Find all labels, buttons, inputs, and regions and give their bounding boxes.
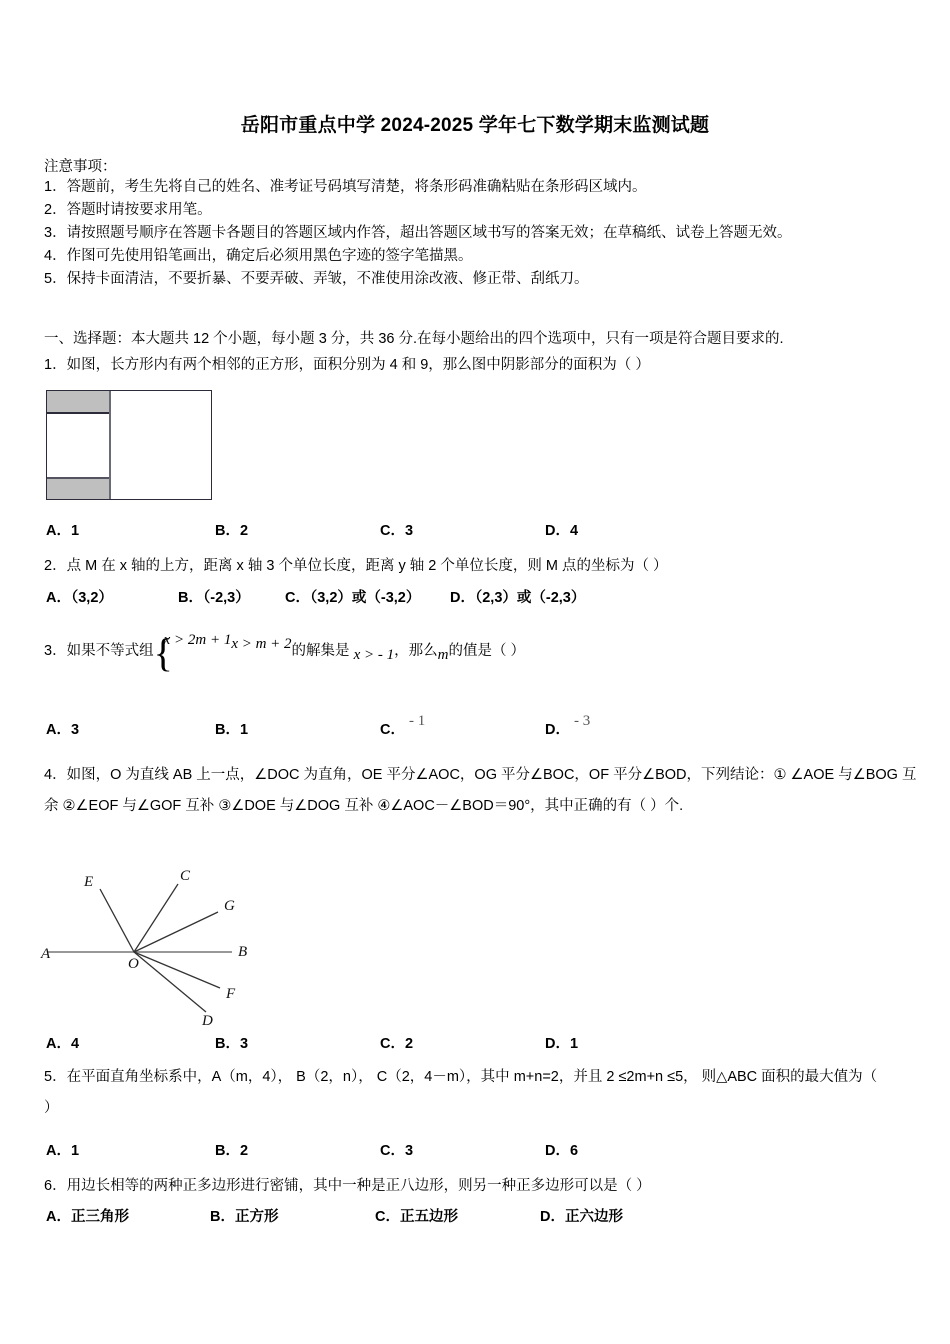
question-4-options bbox=[0, 1032, 950, 1054]
notice-item: 3．请按照题号顺序在答题卡各题目的答题区域内作答，超出答题区域书写的答案无效；在草稿纸、试卷上答题无效。 bbox=[44, 225, 792, 241]
question-3-options bbox=[0, 713, 950, 740]
label-e: E bbox=[84, 874, 94, 890]
option-a[interactable] bbox=[46, 519, 79, 540]
notice-item: 1．答题前，考生先将自己的姓名、准考证号码填写清楚，将条形码准确粘贴在条形码区域内。 bbox=[44, 179, 647, 195]
inner-vertical-divider bbox=[109, 391, 111, 499]
solution-set: x > - 1 bbox=[353, 647, 395, 663]
question-5-text: 在平面直角坐标系中，A（m，4）， B（2，n）， C（2，4－m），其中 m+n=2，并且 2 ≤2m+n ≤5， 则△ABC 面积的最大值为（ ） bbox=[44, 1069, 878, 1116]
option-a-value: 1 bbox=[70, 523, 80, 539]
option-b-label: B． bbox=[215, 1036, 240, 1052]
label-o: O bbox=[128, 956, 139, 972]
option-b[interactable] bbox=[215, 718, 248, 739]
option-c-value: （3,2）或（-3,2） bbox=[309, 590, 421, 606]
option-c-label: C． bbox=[375, 1209, 400, 1225]
notice-item: 2．答题时请按要求用笔。 bbox=[44, 202, 212, 218]
option-c-label: C． bbox=[380, 523, 405, 539]
option-a[interactable] bbox=[46, 586, 113, 607]
option-d-value: （2,3）或（-2,3） bbox=[474, 590, 586, 606]
question-2-options bbox=[0, 586, 950, 608]
page-title: 岳阳市重点中学 2024-2025 学年七下数学期末监测试题 bbox=[240, 115, 710, 136]
option-b[interactable] bbox=[210, 1205, 278, 1226]
option-c[interactable] bbox=[380, 519, 413, 540]
question-2 bbox=[44, 553, 934, 579]
option-c-value: 3 bbox=[404, 523, 414, 539]
option-b-value: 2 bbox=[239, 1143, 249, 1159]
option-d-label: D． bbox=[545, 722, 570, 738]
option-b[interactable] bbox=[215, 1139, 248, 1160]
option-b-value: 3 bbox=[239, 1036, 249, 1052]
option-a[interactable] bbox=[46, 718, 79, 739]
option-d-label: D． bbox=[450, 590, 475, 606]
option-c[interactable] bbox=[380, 713, 426, 739]
option-b-label: B． bbox=[210, 1209, 235, 1225]
label-d: D bbox=[202, 1013, 213, 1027]
option-c-value: 2 bbox=[404, 1036, 414, 1052]
option-d-label: D． bbox=[545, 1036, 570, 1052]
shaded-region-bottom bbox=[47, 477, 109, 499]
question-3-number: 3． bbox=[44, 643, 67, 659]
option-c[interactable] bbox=[285, 586, 420, 607]
option-a[interactable] bbox=[46, 1205, 129, 1226]
shaded-region-top bbox=[47, 391, 109, 414]
option-c-label: C． bbox=[285, 590, 310, 606]
question-1-text: 如图，长方形内有两个相邻的正方形，面积分别为 4 和 9，那么图中阴影部分的面积为（ ） bbox=[66, 357, 650, 373]
label-b: B bbox=[238, 944, 248, 960]
option-b-label: B． bbox=[215, 722, 240, 738]
question-3-text-middle: 的解集是 bbox=[291, 643, 350, 659]
option-d-value: 正六边形 bbox=[564, 1209, 623, 1225]
question-6 bbox=[44, 1173, 934, 1199]
section-heading: 一、选择题：本大题共 12 个小题，每小题 3 分，共 36 分.在每小题给出的四个选项中，只有一项是符合题目要求的. bbox=[44, 331, 784, 347]
question-5-number: 5． bbox=[44, 1069, 67, 1085]
option-a-label: A． bbox=[46, 590, 71, 606]
option-a[interactable] bbox=[46, 1032, 79, 1053]
option-b-label: B． bbox=[178, 590, 203, 606]
option-a-value: 3 bbox=[70, 722, 80, 738]
option-a-label: A． bbox=[46, 523, 71, 539]
option-c[interactable] bbox=[380, 1139, 413, 1160]
option-d-label: D． bbox=[540, 1209, 565, 1225]
option-b[interactable] bbox=[215, 1032, 248, 1053]
option-a-label: A． bbox=[46, 722, 71, 738]
notice-item: 4．作图可先使用铅笔画出，确定后必须用黑色字迹的签字笔描黑。 bbox=[44, 248, 473, 264]
ray-od bbox=[134, 952, 206, 1012]
option-b[interactable] bbox=[178, 586, 250, 607]
option-b-value: 2 bbox=[239, 523, 249, 539]
option-b-label: B． bbox=[215, 1143, 240, 1159]
option-b-value: 正方形 bbox=[234, 1209, 279, 1225]
option-a-value: 正三角形 bbox=[70, 1209, 129, 1225]
label-c: C bbox=[180, 868, 191, 884]
ray-of bbox=[134, 952, 220, 988]
inequality-row-2: x > m + 2 bbox=[231, 635, 292, 652]
question-3 bbox=[44, 629, 934, 675]
option-d[interactable] bbox=[450, 586, 585, 607]
option-a-label: A． bbox=[46, 1209, 71, 1225]
option-c-label: C． bbox=[380, 1143, 405, 1159]
question-5 bbox=[44, 1062, 884, 1124]
option-d[interactable] bbox=[540, 1205, 623, 1226]
option-d-label: D． bbox=[545, 523, 570, 539]
question-3-text-end: 的值是（ ） bbox=[448, 643, 525, 659]
question-4-figure bbox=[40, 862, 270, 1027]
option-d[interactable] bbox=[545, 1139, 578, 1160]
option-d[interactable] bbox=[545, 1032, 578, 1053]
option-a-value: 4 bbox=[70, 1036, 80, 1052]
option-d-label: D． bbox=[545, 1143, 570, 1159]
option-b-value: 1 bbox=[239, 722, 249, 738]
question-1-figure bbox=[46, 390, 212, 500]
notice-label: 注意事项： bbox=[44, 159, 117, 175]
label-f: F bbox=[226, 986, 236, 1002]
option-c-label: C． bbox=[380, 1036, 405, 1052]
option-d-value: 1 bbox=[569, 1036, 579, 1052]
option-b-value: （-2,3） bbox=[202, 590, 250, 606]
option-c-value: 3 bbox=[404, 1143, 414, 1159]
inequality-system bbox=[153, 629, 292, 675]
option-a[interactable] bbox=[46, 1139, 79, 1160]
label-a: A bbox=[41, 946, 51, 962]
question-5-options bbox=[0, 1139, 950, 1161]
ray-oe bbox=[100, 889, 134, 952]
question-1-number: 1． bbox=[44, 357, 67, 373]
option-a-value: （3,2） bbox=[70, 590, 113, 606]
label-g: G bbox=[224, 898, 235, 914]
option-d[interactable] bbox=[545, 519, 578, 540]
option-c-value: - 1 bbox=[408, 713, 426, 729]
option-d-value: 6 bbox=[569, 1143, 579, 1159]
left-brace-icon: { bbox=[153, 629, 173, 675]
question-6-number: 6． bbox=[44, 1178, 67, 1194]
option-c[interactable] bbox=[375, 1205, 458, 1226]
notice-item: 5．保持卡面清洁，不要折暴、不要弄破、弄皱，不准使用涂改液、修正带、刮纸刀。 bbox=[44, 271, 589, 287]
option-a-label: A． bbox=[46, 1143, 71, 1159]
question-1 bbox=[44, 352, 934, 378]
question-3-text-after: ，那么 bbox=[394, 643, 438, 659]
option-d[interactable] bbox=[545, 713, 591, 739]
question-4 bbox=[44, 760, 930, 822]
question-2-text: 点 M 在 x 轴的上方，距离 x 轴 3 个单位长度，距离 y 轴 2 个单位长度，则 M 点的坐标为（ ） bbox=[66, 558, 668, 574]
option-c[interactable] bbox=[380, 1032, 413, 1053]
question-2-number: 2． bbox=[44, 558, 67, 574]
option-d-value: - 3 bbox=[573, 713, 591, 729]
notice-list bbox=[44, 176, 924, 291]
option-a-label: A． bbox=[46, 1036, 71, 1052]
option-a-value: 1 bbox=[70, 1143, 80, 1159]
inequality-row-1: x > 2m + 1 bbox=[163, 631, 232, 648]
option-d-value: 4 bbox=[569, 523, 579, 539]
question-1-options bbox=[0, 519, 950, 541]
question-6-text: 用边长相等的两种正多边形进行密铺，其中一种是正八边形，则另一种正多边形可以是（ ） bbox=[66, 1178, 651, 1194]
option-b[interactable] bbox=[215, 519, 248, 540]
variable-m: m bbox=[437, 647, 449, 663]
question-3-text-before: 如果不等式组 bbox=[66, 643, 154, 659]
option-c-value: 正五边形 bbox=[399, 1209, 458, 1225]
question-6-options bbox=[0, 1205, 950, 1227]
question-4-number: 4． bbox=[44, 767, 67, 783]
option-c-label: C． bbox=[380, 722, 405, 738]
option-b-label: B． bbox=[215, 523, 240, 539]
question-4-text: 如图，O 为直线 AB 上一点，∠DOC 为直角，OE 平分∠AOC，OG 平分∠BOC，OF 平分∠BOD，下列结论：① ∠AOE 与∠BOG 互余 ②∠EOF 与∠GOF 互补 ③∠DOE 与∠DOG 互补 ④∠AOC－∠BOD＝90°，其中正确的有（ ）个. bbox=[44, 767, 917, 814]
